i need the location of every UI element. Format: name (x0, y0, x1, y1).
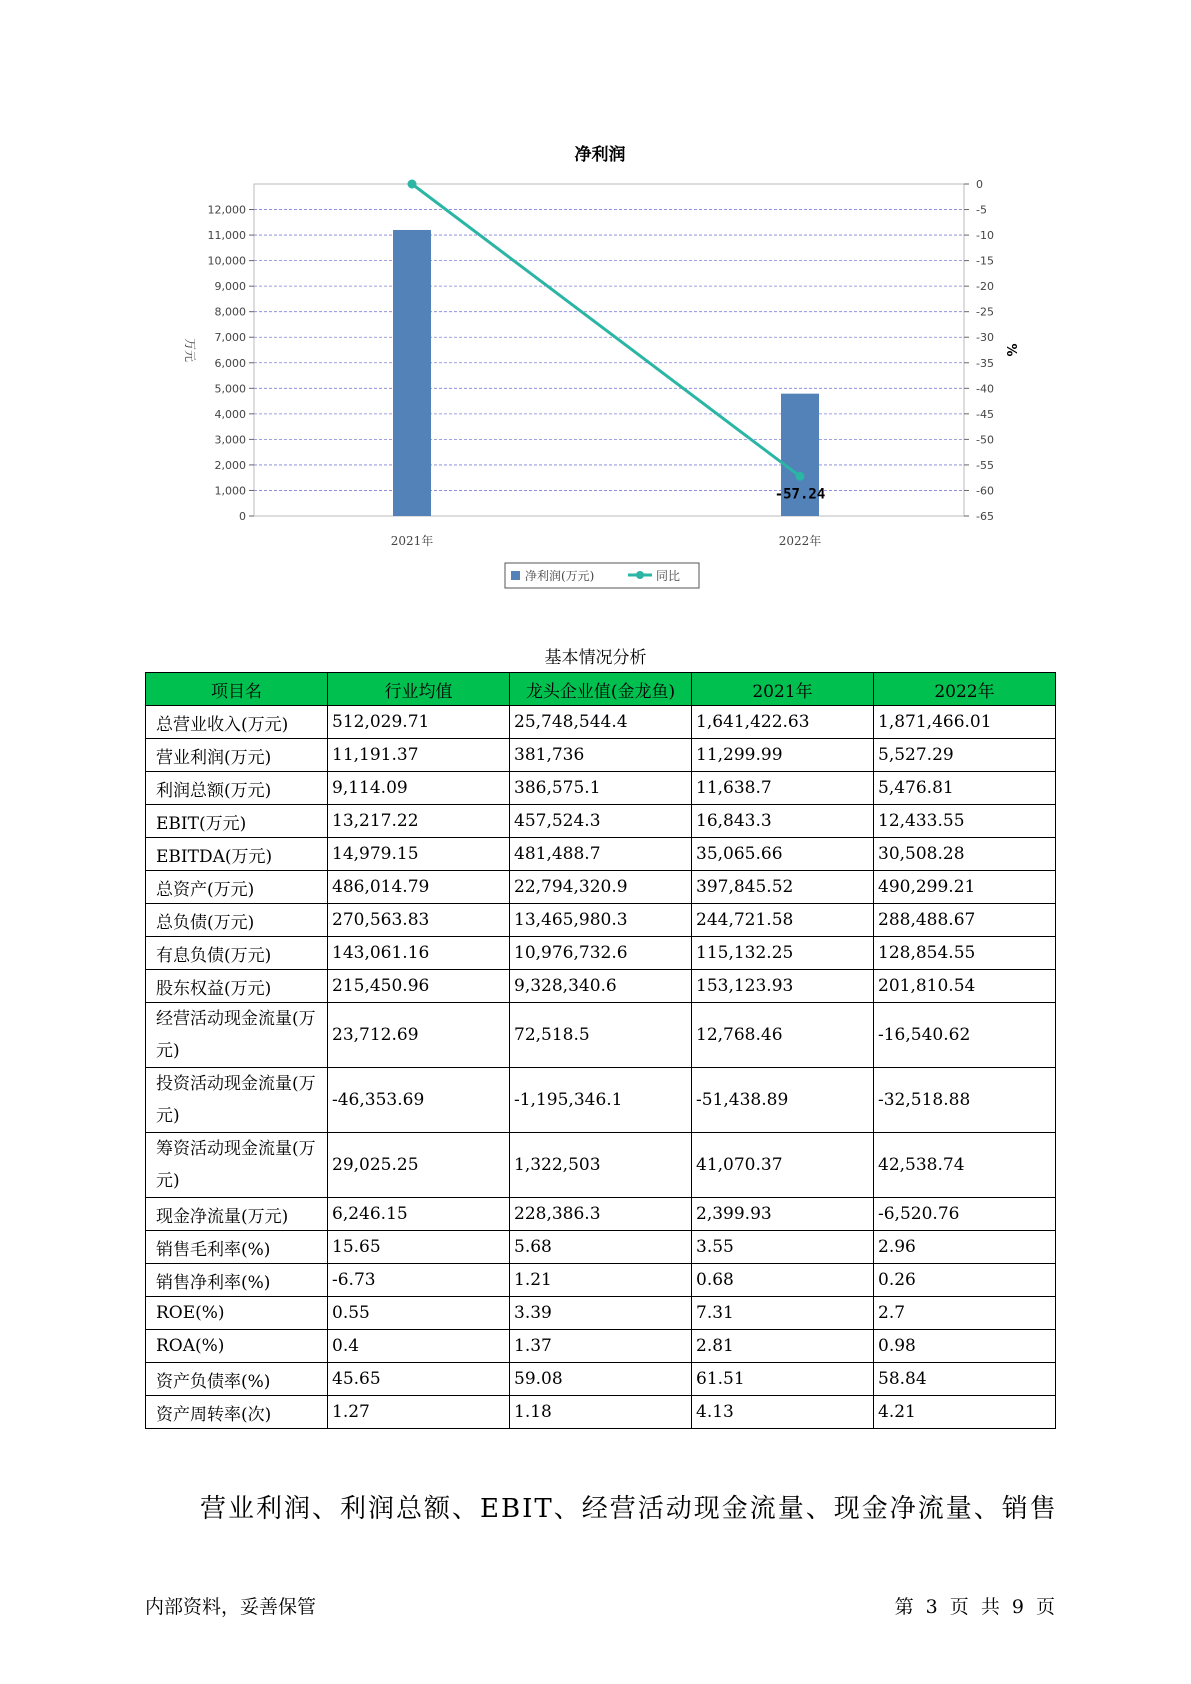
table-cell: 2.96 (874, 1231, 1056, 1264)
y-tick-label: 9,000 (214, 280, 246, 294)
y2-tick-label: -25 (976, 305, 994, 319)
table-cell: 153,123.93 (692, 970, 874, 1003)
row-label: ROA(%) (146, 1330, 328, 1363)
row-label: 股东权益(万元) (146, 970, 328, 1003)
table-cell: 42,538.74 (874, 1133, 1056, 1198)
table-row (146, 1068, 1056, 1133)
y2-tick-label: -50 (976, 433, 994, 447)
table-cell: 143,061.16 (328, 937, 510, 970)
table-cell: 481,488.7 (510, 838, 692, 871)
y-tick-label: 0 (239, 510, 246, 523)
footer-confidential: 内部资料，妥善保管 (145, 1596, 317, 1618)
table-row (146, 1297, 1056, 1330)
table-cell: 3.39 (510, 1297, 692, 1330)
table-cell: 128,854.55 (874, 937, 1056, 970)
y2-tick-label: -65 (976, 510, 994, 523)
table-cell: 11,191.37 (328, 739, 510, 772)
table-cell: 288,488.67 (874, 904, 1056, 937)
table-row (146, 805, 1056, 838)
table-cell: 29,025.25 (328, 1133, 510, 1198)
y2-tick-label: -5 (976, 203, 987, 217)
table-cell: 1.21 (510, 1264, 692, 1297)
table-cell: 30,508.28 (874, 838, 1056, 871)
table-cell: 2,399.93 (692, 1198, 874, 1231)
legend-label-line: 同比 (656, 569, 681, 583)
table-cell: -6,520.76 (874, 1198, 1056, 1231)
table-cell: 0.4 (328, 1330, 510, 1363)
row-label: 现金净流量(万元) (146, 1198, 328, 1231)
footer-page-number: 第 3 页 共 9 页 (894, 1596, 1055, 1618)
table-cell: 25,748,544.4 (510, 706, 692, 739)
y2-tick-label: -30 (976, 331, 994, 345)
table-cell: 59.08 (510, 1363, 692, 1396)
table-cell: 512,029.71 (328, 706, 510, 739)
table-cell: 2.7 (874, 1297, 1056, 1330)
table-cell: 386,575.1 (510, 772, 692, 805)
table-cell: 1.27 (328, 1396, 510, 1429)
table-cell: 457,524.3 (510, 805, 692, 838)
y2-tick-label: -60 (976, 484, 994, 498)
table-cell: 0.26 (874, 1264, 1056, 1297)
y2-tick-label: -20 (976, 280, 994, 294)
table-cell: 0.55 (328, 1297, 510, 1330)
row-label: 有息负债(万元) (146, 937, 328, 970)
table-cell: 3.55 (692, 1231, 874, 1264)
y-tick-label: 1,000 (214, 484, 246, 498)
line-series (412, 184, 800, 476)
y-axis-label: 万元 (183, 337, 197, 363)
legend-swatch-bar (511, 571, 520, 580)
table-cell: 397,845.52 (692, 871, 874, 904)
table-row (146, 1133, 1056, 1198)
row-label: EBIT(万元) (146, 805, 328, 838)
row-label: 总负债(万元) (146, 904, 328, 937)
table-cell: 58.84 (874, 1363, 1056, 1396)
chart-title: 净利润 (574, 145, 626, 165)
table-cell: 14,979.15 (328, 838, 510, 871)
table-row (146, 1330, 1056, 1363)
legend-label-bar: 净利润(万元) (525, 569, 595, 583)
row-label: 投资活动现金流量(万元) (146, 1068, 328, 1133)
table-cell: 22,794,320.9 (510, 871, 692, 904)
legend-swatch-point (636, 571, 644, 579)
bar (393, 230, 431, 516)
y2-tick-label: 0 (976, 178, 983, 191)
y2-tick-label: -15 (976, 254, 994, 268)
table-cell: 228,386.3 (510, 1198, 692, 1231)
table-cell: 16,843.3 (692, 805, 874, 838)
table-row (146, 871, 1056, 904)
y-tick-label: 10,000 (207, 254, 246, 268)
table-cell: -46,353.69 (328, 1068, 510, 1133)
y-tick-label: 4,000 (214, 407, 246, 421)
y-tick-label: 8,000 (214, 305, 246, 319)
table-row (146, 706, 1056, 739)
data-label: -57.24 (774, 486, 826, 503)
x-tick-label: 2021年 (390, 534, 434, 548)
table-row (146, 838, 1056, 871)
table-cell: 61.51 (692, 1363, 874, 1396)
plot-frame (254, 184, 964, 516)
table-row (146, 1003, 1056, 1068)
table-cell: 4.21 (874, 1396, 1056, 1429)
y2-tick-label: -10 (976, 229, 994, 243)
y2-axis-label: % (1003, 343, 1018, 357)
table-cell: -16,540.62 (874, 1003, 1056, 1068)
table-cell: 1,871,466.01 (874, 706, 1056, 739)
net-profit-chart (0, 0, 1191, 600)
table-cell: 35,065.66 (692, 838, 874, 871)
table-row (146, 1198, 1056, 1231)
table-row (146, 1363, 1056, 1396)
y2-tick-label: -55 (976, 458, 994, 472)
table-cell: 0.98 (874, 1330, 1056, 1363)
table-cell: 72,518.5 (510, 1003, 692, 1068)
table-cell: 7.31 (692, 1297, 874, 1330)
table-row (146, 1231, 1056, 1264)
table-row (146, 1264, 1056, 1297)
y-tick-label: 12,000 (207, 203, 246, 217)
row-label: 经营活动现金流量(万元) (146, 1003, 328, 1068)
y-tick-label: 5,000 (214, 382, 246, 396)
table-cell: 490,299.21 (874, 871, 1056, 904)
table-cell: 1.37 (510, 1330, 692, 1363)
row-label: 总营业收入(万元) (146, 706, 328, 739)
table-cell: 45.65 (328, 1363, 510, 1396)
table-cell: 270,563.83 (328, 904, 510, 937)
row-label: 筹资活动现金流量(万元) (146, 1133, 328, 1198)
row-label: 营业利润(万元) (146, 739, 328, 772)
y-tick-label: 3,000 (214, 433, 246, 447)
table-cell: 13,465,980.3 (510, 904, 692, 937)
table-cell: 115,132.25 (692, 937, 874, 970)
row-label: ROE(%) (146, 1297, 328, 1330)
table-cell: 11,638.7 (692, 772, 874, 805)
table-cell: 23,712.69 (328, 1003, 510, 1068)
row-label: 资产负债率(%) (146, 1363, 328, 1396)
table-cell: 5.68 (510, 1231, 692, 1264)
table-row (146, 937, 1056, 970)
table-cell: 5,527.29 (874, 739, 1056, 772)
analysis-table (145, 672, 1056, 1429)
column-header: 2022年 (874, 673, 1056, 706)
table-header-row (146, 673, 1056, 706)
row-label: 资产周转率(次) (146, 1396, 328, 1429)
table-cell: 13,217.22 (328, 805, 510, 838)
column-header: 2021年 (692, 673, 874, 706)
table-caption: 基本情况分析 (544, 648, 647, 668)
table-cell: 2.81 (692, 1330, 874, 1363)
y-tick-label: 11,000 (207, 229, 246, 243)
table-cell: 11,299.99 (692, 739, 874, 772)
table-row (146, 772, 1056, 805)
row-label: 销售毛利率(%) (146, 1231, 328, 1264)
table-cell: 10,976,732.6 (510, 937, 692, 970)
table-cell: 201,810.54 (874, 970, 1056, 1003)
table-row (146, 970, 1056, 1003)
table-cell: 6,246.15 (328, 1198, 510, 1231)
column-header: 行业均值 (328, 673, 510, 706)
y2-tick-label: -45 (976, 407, 994, 421)
table-cell: 9,114.09 (328, 772, 510, 805)
row-label: EBITDA(万元) (146, 838, 328, 871)
table-cell: 15.65 (328, 1231, 510, 1264)
x-tick-label: 2022年 (778, 534, 822, 548)
line-point (796, 472, 805, 481)
table-cell: 0.68 (692, 1264, 874, 1297)
table-row (146, 904, 1056, 937)
line-point (408, 180, 417, 189)
y-tick-label: 6,000 (214, 356, 246, 370)
table-cell: 486,014.79 (328, 871, 510, 904)
table-cell: -32,518.88 (874, 1068, 1056, 1133)
y2-tick-label: -40 (976, 382, 994, 396)
table-cell: 5,476.81 (874, 772, 1056, 805)
table-cell: 215,450.96 (328, 970, 510, 1003)
table-cell: -1,195,346.1 (510, 1068, 692, 1133)
table-cell: 381,736 (510, 739, 692, 772)
y-tick-label: 2,000 (214, 458, 246, 472)
table-cell: 12,433.55 (874, 805, 1056, 838)
table-cell: 9,328,340.6 (510, 970, 692, 1003)
table-row (146, 1396, 1056, 1429)
table-cell: 1,322,503 (510, 1133, 692, 1198)
table-cell: 1,641,422.63 (692, 706, 874, 739)
table-cell: -6.73 (328, 1264, 510, 1297)
table-cell: 12,768.46 (692, 1003, 874, 1068)
table-cell: 244,721.58 (692, 904, 874, 937)
y2-tick-label: -35 (976, 356, 994, 370)
table-row (146, 739, 1056, 772)
row-label: 利润总额(万元) (146, 772, 328, 805)
body-paragraph: 营业利润、利润总额、EBIT、经营活动现金流量、现金净流量、销售 (200, 1494, 1058, 1524)
table-cell: 4.13 (692, 1396, 874, 1429)
column-header: 项目名 (146, 673, 328, 706)
row-label: 销售净利率(%) (146, 1264, 328, 1297)
table-cell: 1.18 (510, 1396, 692, 1429)
table-cell: 41,070.37 (692, 1133, 874, 1198)
row-label: 总资产(万元) (146, 871, 328, 904)
table-cell: -51,438.89 (692, 1068, 874, 1133)
y-tick-label: 7,000 (214, 331, 246, 345)
column-header: 龙头企业值(金龙鱼) (510, 673, 692, 706)
